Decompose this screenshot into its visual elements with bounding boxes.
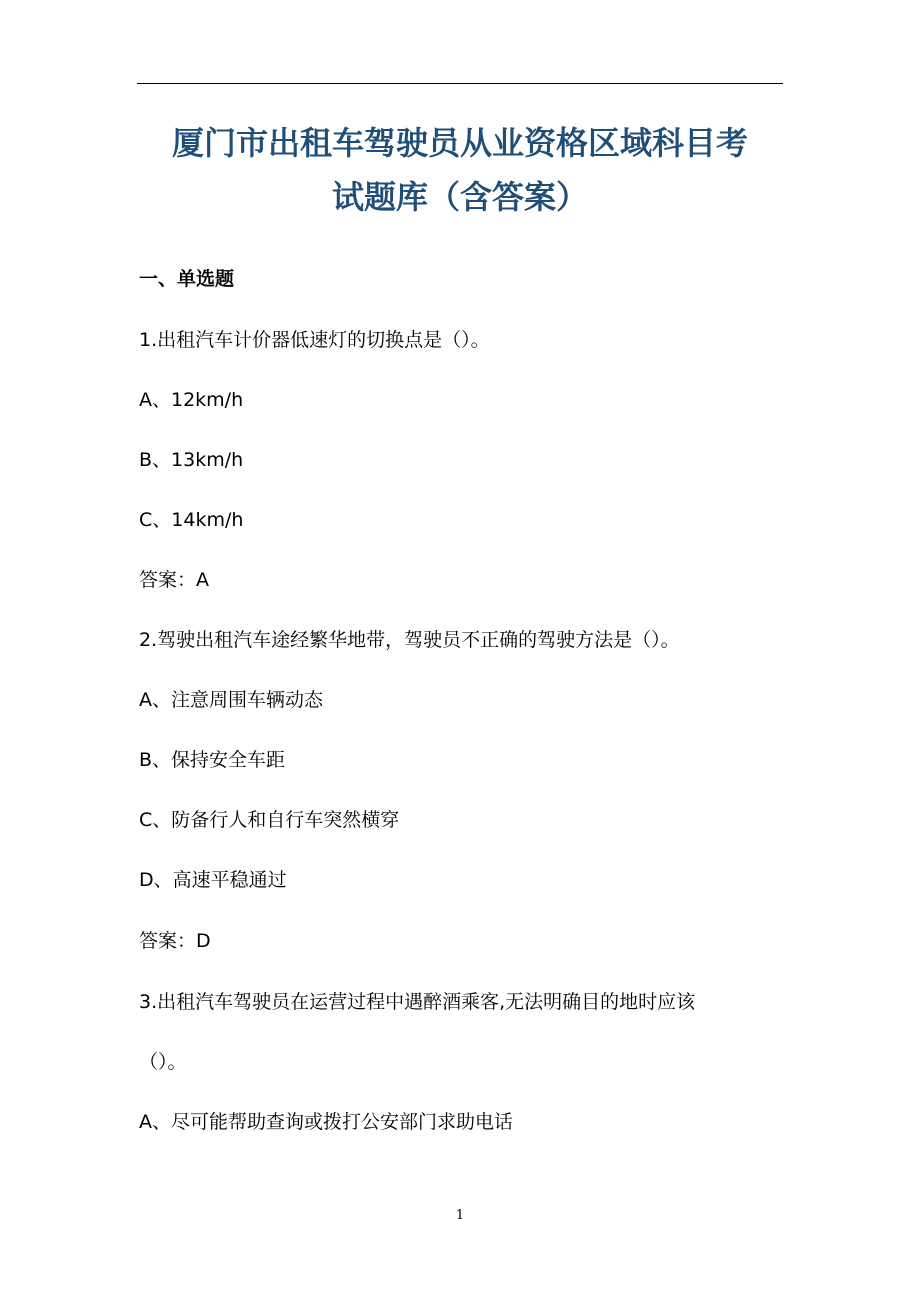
title-line-2: 试题库（含答案）	[331, 178, 588, 216]
question-3-option-a: A、尽可能帮助查询或拨打公安部门求助电话	[139, 1111, 513, 1133]
header-rule	[137, 83, 783, 84]
page-number: 1	[455, 1208, 465, 1223]
question-2-stem: 2.驾驶出租汽车途经繁华地带，驾驶员不正确的驾驶方法是（）。	[139, 629, 680, 651]
question-2-option-a: A、注意周围车辆动态	[139, 689, 323, 711]
question-1-stem: 1.出租汽车计价器低速灯的切换点是（）。	[139, 329, 490, 351]
question-1-answer: 答案：A	[139, 569, 209, 591]
question-3-stem-line-2: （）。	[139, 1051, 187, 1073]
section-heading: 一、单选题	[139, 268, 235, 290]
question-1-option-c: C、14km/h	[139, 509, 244, 531]
question-2-answer: 答案：D	[139, 930, 211, 952]
question-3-stem-line-1: 3.出租汽车驾驶员在运营过程中遇醉酒乘客,无法明确目的地时应该	[139, 991, 696, 1013]
question-1-option-b: B、13km/h	[139, 449, 244, 471]
question-2-option-c: C、防备行人和自行车突然横穿	[139, 809, 400, 831]
title-line-1: 厦门市出租车驾驶员从业资格区域科目考	[171, 124, 748, 162]
question-1-option-a: A、12km/h	[139, 389, 244, 411]
question-2-option-d: D、高速平稳通过	[139, 869, 287, 891]
question-2-option-b: B、保持安全车距	[139, 749, 286, 771]
document-title	[120, 116, 800, 224]
